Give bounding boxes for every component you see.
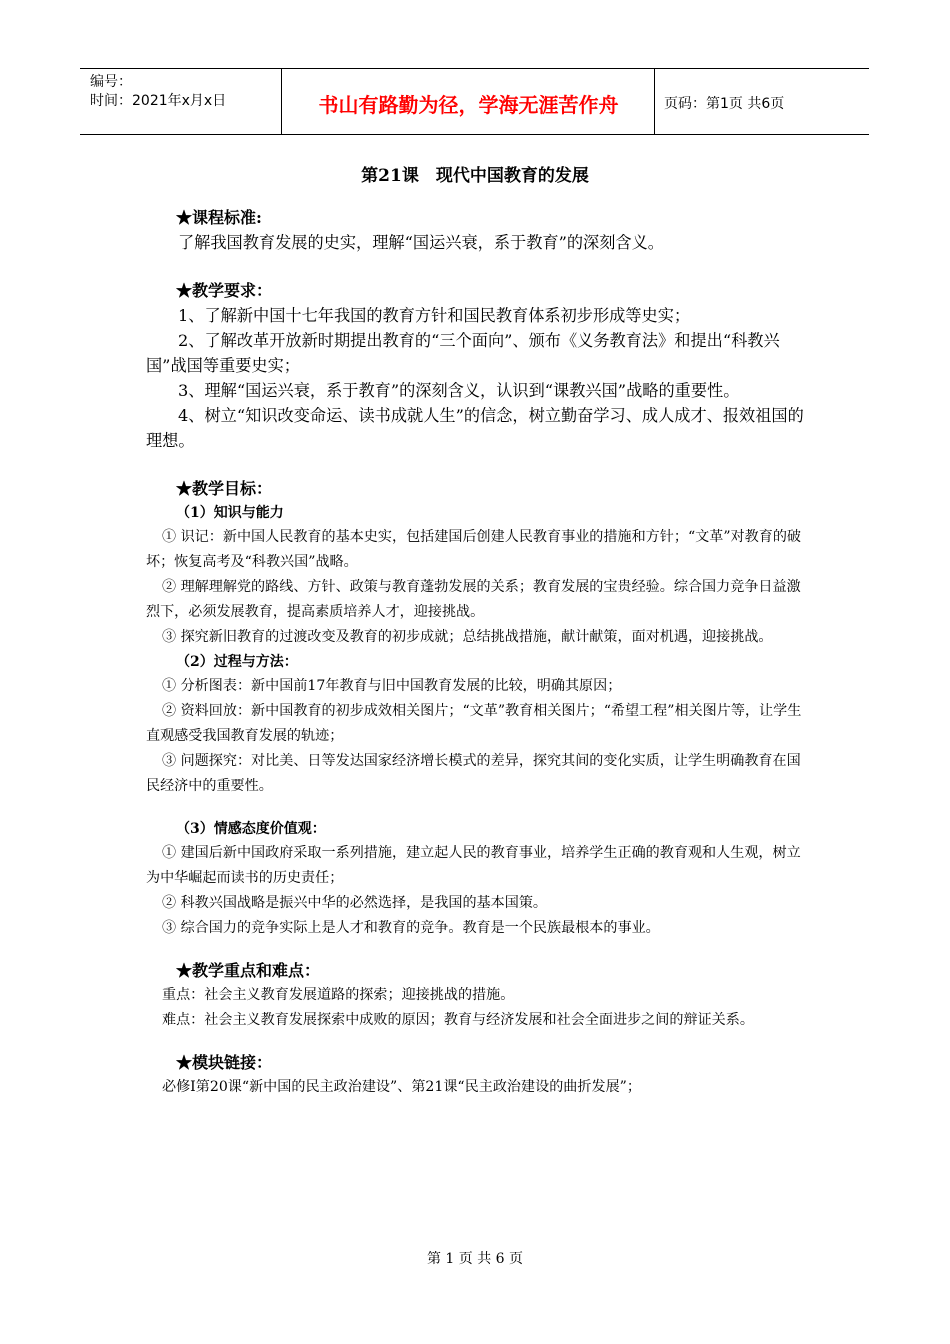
keypoint-focus: 重点：社会主义教育发展道路的探索；迎接挑战的措施。 [162,987,515,1003]
header-meta [90,73,226,111]
page-header [80,68,869,135]
knowledge-item: ③ 探究新旧教育的过渡改变及教育的初步成就；总结挑战措施，献计献策，面对机遇，迎接挑战。 [162,629,773,645]
links-text: 必修Ⅰ第20课“新中国的民主政治建设”、第21课“民主政治建设的曲折发展”； [162,1079,641,1095]
process-item: ② 资料回放：新中国教育的初步成效相关图片；“文革”教育相关图片；“希望工程”相关图片等，让学生直观感受我国教育发展的轨迹； [146,703,802,744]
lesson-title: 第21课 现代中国教育的发展 [361,166,589,186]
page-footer: 第 1 页 共 6 页 [426,1251,524,1267]
requirement-item: 2、了解改革开放新时期提出教育的“三个面向”、颁布《义务教育法》和提出“科教兴国”战国等重要史实； [146,331,780,375]
header-divider [281,69,282,134]
requirement-item: 4、树立“知识改变命运、读书成就人生”的信念，树立勤奋学习、成人成才、报效祖国的理想。 [146,406,804,450]
header-divider [654,69,655,134]
knowledge-item: ① 识记：新中国人民教育的基本史实，包括建国后创建人民教育事业的措施和方针；“文革”对教育的破坏；恢复高考及“科教兴国”战略。 [146,529,802,570]
section-heading-links: ★模块链接： [176,1053,273,1072]
requirement-item: 3、理解“国运兴衰，系于教育”的深刻含义，认识到“课教兴国”战略的重要性。 [178,381,740,400]
header-motto: 书山有路勤为径，学海无涯苦作舟 [318,93,619,117]
process-item: ① 分析图表：新中国前17年教育与旧中国教育发展的比较，明确其原因； [162,678,622,694]
attitude-item: ② 科教兴国战略是振兴中华的必然选择，是我国的基本国策。 [162,895,548,911]
subheading-attitude: （3）情感态度价值观： [176,821,326,837]
standard-text: 了解我国教育发展的史实，理解“国运兴衰，系于教育”的深刻含义。 [178,233,664,252]
header-page-info: 页码：第1页 共6页 [664,96,785,112]
section-heading-requirements: ★教学要求： [176,281,273,300]
subheading-process: （2）过程与方法： [176,654,298,670]
subheading-knowledge: （1）知识与能力 [176,505,284,521]
section-heading-standard: ★课程标准: [176,208,262,227]
knowledge-item: ② 理解理解党的路线、方针、政策与教育蓬勃发展的关系；教育发展的宝贵经验。综合国力竞争日益激烈下，必须发展教育，提高素质培养人才，迎接挑战。 [146,579,801,620]
attitude-item: ① 建国后新中国政府采取一系列措施，建立起人民的教育事业，培养学生正确的教育观和人生观，树立为中华崛起而读书的历史责任； [146,845,801,886]
process-item: ③ 问题探究：对比美、日等发达国家经济增长模式的差异，探究其间的变化实质，让学生明确教育在国民经济中的重要性。 [146,753,801,794]
time-label: 时间：2021年x月x日 [90,93,227,109]
section-heading-keypoints: ★教学重点和难点： [176,961,321,980]
keypoint-difficulty: 难点：社会主义教育发展探索中成败的原因；教育与经济发展和社会全面进步之间的辩证关系。 [162,1012,754,1028]
document-body [146,206,806,1100]
requirement-item: 1、了解新中国十七年我国的教育方针和国民教育体系初步形成等史实； [178,306,691,325]
section-heading-goals: ★教学目标： [176,479,273,498]
number-label: 编号： [90,74,132,90]
attitude-item: ③ 综合国力的竞争实际上是人才和教育的竞争。教育是一个民族最根本的事业。 [162,920,660,936]
